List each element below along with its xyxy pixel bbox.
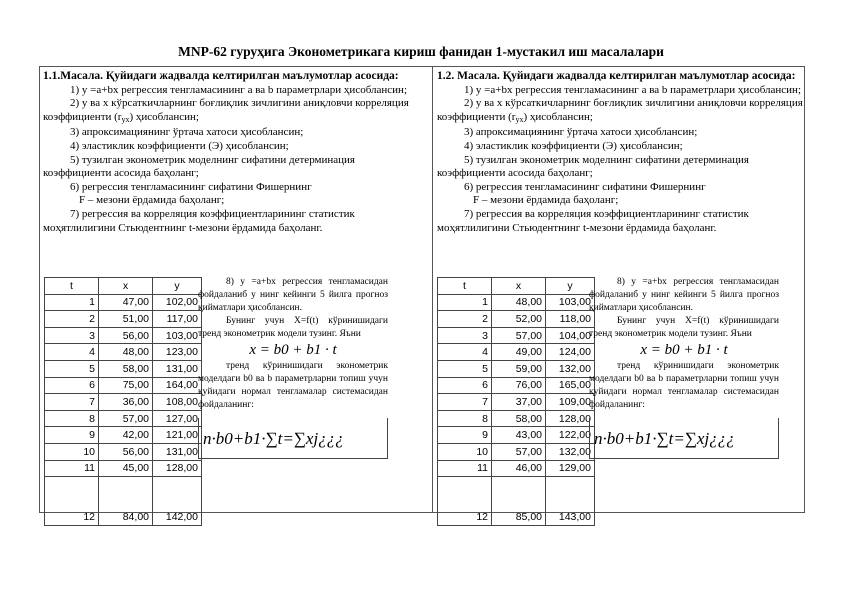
table-cell: 4 bbox=[438, 344, 492, 361]
table-cell: 5 bbox=[45, 360, 99, 377]
table-row bbox=[45, 410, 202, 427]
task-item-3: 3) апроксимациянинг ўртача хатоси ҳисоблансин; bbox=[464, 126, 698, 139]
column-header: t bbox=[45, 278, 99, 295]
normal-equation bbox=[589, 418, 779, 459]
task-item-7: 7) регрессия ва корреляция коэффициентларининг статистик моҳятлилигини Стьюдентнинг t-мезони ёрдамида баҳоланг. bbox=[437, 207, 749, 234]
table-cell: 56,00 bbox=[99, 327, 153, 344]
table-cell: 58,00 bbox=[99, 360, 153, 377]
table-cell: 49,00 bbox=[492, 344, 546, 361]
task-2 bbox=[437, 70, 817, 235]
table-header-row bbox=[438, 278, 595, 295]
table-cell: 7 bbox=[45, 394, 99, 411]
table-cell: 131,00 bbox=[153, 443, 202, 460]
table-row bbox=[45, 377, 202, 394]
table-cell: 165,00 bbox=[546, 377, 595, 394]
table-cell: 118,00 bbox=[546, 311, 595, 328]
column-header: y bbox=[546, 278, 595, 295]
normal-equation bbox=[198, 418, 388, 459]
table-cell: 129,00 bbox=[546, 460, 595, 477]
table-row bbox=[45, 443, 202, 460]
table-cell: 56,00 bbox=[99, 443, 153, 460]
note-p1: 8) y =a+bx регрессия тенгламасидан фойдаланиб y нинг кейинги 5 йилга прогноз қийматлари ҳисоблансин. bbox=[198, 277, 388, 313]
column-header: t bbox=[438, 278, 492, 295]
table-row bbox=[438, 377, 595, 394]
table-row bbox=[45, 394, 202, 411]
task-item-1: 1) y =a+bx регрессия тенгламасининг a ва b параметрлари ҳисоблансин; bbox=[70, 83, 407, 96]
table-cell: 11 bbox=[438, 460, 492, 477]
table-cell: 122,00 bbox=[546, 427, 595, 444]
column-header: y bbox=[153, 278, 202, 295]
task-item-5: 5) тузилган эконометрик моделнинг сифатини детерминация коэффициенти асосида баҳоланг; bbox=[437, 153, 749, 180]
table-row bbox=[45, 360, 202, 377]
task-item-2: 2) y ва x кўрсаткичларнинг боғлиқлик зичлигини аниқловчи корреляция коэффициенти $(r_{yx})$ ҳисоблансин; bbox=[437, 97, 803, 124]
table-cell: 43,00 bbox=[492, 427, 546, 444]
table-cell: 127,00 bbox=[153, 410, 202, 427]
table-cell: 8 bbox=[45, 410, 99, 427]
table-row bbox=[438, 327, 595, 344]
task-item-7: 7) регрессия ва корреляция коэффициентларининг статистик моҳятлилигини Стьюдентнинг t-мезони ёрдамида баҳоланг. bbox=[43, 207, 355, 234]
note-p3: тренд кўринишидаги эконометрик моделдаги b0 ва b параметрларни топиш учун қуйидаги нормал тенгламалар системасидан фойдаланинг: bbox=[589, 361, 779, 410]
table-cell: 12 bbox=[45, 477, 99, 526]
table-row bbox=[438, 477, 595, 526]
table-cell: 142,00 bbox=[153, 477, 202, 526]
table-cell: 52,00 bbox=[492, 311, 546, 328]
table-cell: 9 bbox=[438, 427, 492, 444]
table-cell: 85,00 bbox=[492, 477, 546, 526]
page-title: MNP-62 гуруҳига Эконометрикага кириш фанидан 1-мустакил иш масалалари bbox=[178, 44, 664, 59]
table-cell: 108,00 bbox=[153, 394, 202, 411]
table-row bbox=[438, 294, 595, 311]
task-item-6: 6) регрессия тенгламасининг сифатини Фишернинг bbox=[70, 180, 312, 193]
table-cell: 2 bbox=[438, 311, 492, 328]
normal-equation-formula bbox=[592, 420, 778, 456]
table-cell: 51,00 bbox=[99, 311, 153, 328]
table-cell: 117,00 bbox=[153, 311, 202, 328]
table-cell: 1 bbox=[438, 294, 492, 311]
table-row bbox=[438, 311, 595, 328]
table-row bbox=[45, 477, 202, 526]
table-row bbox=[45, 427, 202, 444]
data-table bbox=[44, 277, 202, 526]
table-cell: 57,00 bbox=[99, 410, 153, 427]
normal-equation-formula bbox=[201, 420, 387, 456]
table-cell: 37,00 bbox=[492, 394, 546, 411]
table-header-row bbox=[45, 278, 202, 295]
column-header: x bbox=[492, 278, 546, 295]
task-item-3: 3) апроксимациянинг ўртача хатоси ҳисоблансин; bbox=[70, 126, 304, 139]
table-cell: 103,00 bbox=[153, 327, 202, 344]
task-item-6: 6) регрессия тенгламасининг сифатини Фишернинг bbox=[464, 180, 706, 193]
table-cell: 131,00 bbox=[153, 360, 202, 377]
table-row bbox=[438, 344, 595, 361]
task-item-4: 4) эластиклик коэффициенти (Э) ҳисоблансин; bbox=[70, 139, 289, 152]
table-cell: 84,00 bbox=[99, 477, 153, 526]
table-cell: 109,00 bbox=[546, 394, 595, 411]
table-row bbox=[438, 427, 595, 444]
task-item-1: 1) y =a+bx регрессия тенгламасининг a ва b параметрлари ҳисоблансин; bbox=[464, 83, 801, 96]
column-divider bbox=[432, 66, 433, 513]
table-cell: 128,00 bbox=[153, 460, 202, 477]
table-cell: 132,00 bbox=[546, 443, 595, 460]
table-cell: 6 bbox=[45, 377, 99, 394]
task-note bbox=[589, 276, 779, 459]
table-cell: 58,00 bbox=[492, 410, 546, 427]
task-note bbox=[198, 276, 388, 459]
table-cell: 7 bbox=[438, 394, 492, 411]
table-row bbox=[438, 443, 595, 460]
table-cell: 1 bbox=[45, 294, 99, 311]
table-cell: 45,00 bbox=[99, 460, 153, 477]
trend-equation: x = b0 + b1 · t bbox=[249, 342, 337, 358]
svg-text:n·b0+b1·∑t=∑xj¿¿¿: n·b0+b1·∑t=∑xj¿¿¿ bbox=[203, 429, 344, 448]
table-cell: 123,00 bbox=[153, 344, 202, 361]
table-cell: 5 bbox=[438, 360, 492, 377]
table-cell: 102,00 bbox=[153, 294, 202, 311]
table-cell: 76,00 bbox=[492, 377, 546, 394]
table-cell: 42,00 bbox=[99, 427, 153, 444]
table-cell: 12 bbox=[438, 477, 492, 526]
table-cell: 47,00 bbox=[99, 294, 153, 311]
task-item-5: 5) тузилган эконометрик моделнинг сифатини детерминация коэффициенти асосида баҳоланг; bbox=[43, 153, 355, 180]
table-cell: 4 bbox=[45, 344, 99, 361]
task-heading: 1.2. Масала. Қуйидаги жадвалда келтирилган маълумотлар асосида: bbox=[437, 70, 796, 82]
table-cell: 124,00 bbox=[546, 344, 595, 361]
table-cell: 57,00 bbox=[492, 443, 546, 460]
table-cell: 8 bbox=[438, 410, 492, 427]
table-row bbox=[45, 294, 202, 311]
table-cell: 57,00 bbox=[492, 327, 546, 344]
table-row bbox=[45, 344, 202, 361]
table-row bbox=[438, 394, 595, 411]
table-cell: 10 bbox=[438, 443, 492, 460]
table-cell: 36,00 bbox=[99, 394, 153, 411]
task-item-6b: F – мезони ёрдамида баҳоланг; bbox=[473, 194, 619, 207]
table-cell: 46,00 bbox=[492, 460, 546, 477]
table-cell: 3 bbox=[45, 327, 99, 344]
data-table bbox=[437, 277, 595, 526]
table-cell: 9 bbox=[45, 427, 99, 444]
table-cell: 10 bbox=[45, 443, 99, 460]
table-cell: 143,00 bbox=[546, 477, 595, 526]
task-1 bbox=[43, 70, 423, 235]
table-row bbox=[438, 360, 595, 377]
task-item-2: 2) y ва x кўрсаткичларнинг боғлиқлик зичлигини аниқловчи корреляция коэффициенти $(r_{yx})$ ҳисоблансин; bbox=[43, 97, 409, 124]
table-row bbox=[45, 460, 202, 477]
table-cell: 48,00 bbox=[99, 344, 153, 361]
table-cell: 104,00 bbox=[546, 327, 595, 344]
trend-equation: x = b0 + b1 · t bbox=[640, 342, 728, 358]
task-item-4: 4) эластиклик коэффициенти (Э) ҳисоблансин; bbox=[464, 139, 683, 152]
note-p2: Бунинг учун X=f(t) кўринишидаги тренд эконометрик модели тузинг. Яъни bbox=[589, 316, 779, 339]
table-cell: 103,00 bbox=[546, 294, 595, 311]
table-cell: 59,00 bbox=[492, 360, 546, 377]
table-cell: 48,00 bbox=[492, 294, 546, 311]
column-header: x bbox=[99, 278, 153, 295]
table-row bbox=[438, 410, 595, 427]
task-item-6b: F – мезони ёрдамида баҳоланг; bbox=[79, 194, 225, 207]
table-cell: 132,00 bbox=[546, 360, 595, 377]
note-p1: 8) y =a+bx регрессия тенгламасидан фойдаланиб y нинг кейинги 5 йилга прогноз қийматлари ҳисоблансин. bbox=[589, 277, 779, 313]
note-p3: тренд кўринишидаги эконометрик моделдаги b0 ва b параметрларни топиш учун қуйидаги нормал тенгламалар системасидан фойдаланинг: bbox=[198, 361, 388, 410]
note-p2: Бунинг учун X=f(t) кўринишидаги тренд эконометрик модели тузинг. Яъни bbox=[198, 316, 388, 339]
table-cell: 121,00 bbox=[153, 427, 202, 444]
table-row bbox=[438, 460, 595, 477]
table-cell: 75,00 bbox=[99, 377, 153, 394]
table-row bbox=[45, 311, 202, 328]
table-cell: 11 bbox=[45, 460, 99, 477]
table-cell: 2 bbox=[45, 311, 99, 328]
table-row bbox=[45, 327, 202, 344]
table-cell: 164,00 bbox=[153, 377, 202, 394]
svg-text:n·b0+b1·∑t=∑xj¿¿¿: n·b0+b1·∑t=∑xj¿¿¿ bbox=[594, 429, 735, 448]
table-cell: 6 bbox=[438, 377, 492, 394]
task-heading: 1.1.Масала. Қуйидаги жадвалда келтирилган маълумотлар асосида: bbox=[43, 70, 399, 82]
table-cell: 128,00 bbox=[546, 410, 595, 427]
table-cell: 3 bbox=[438, 327, 492, 344]
